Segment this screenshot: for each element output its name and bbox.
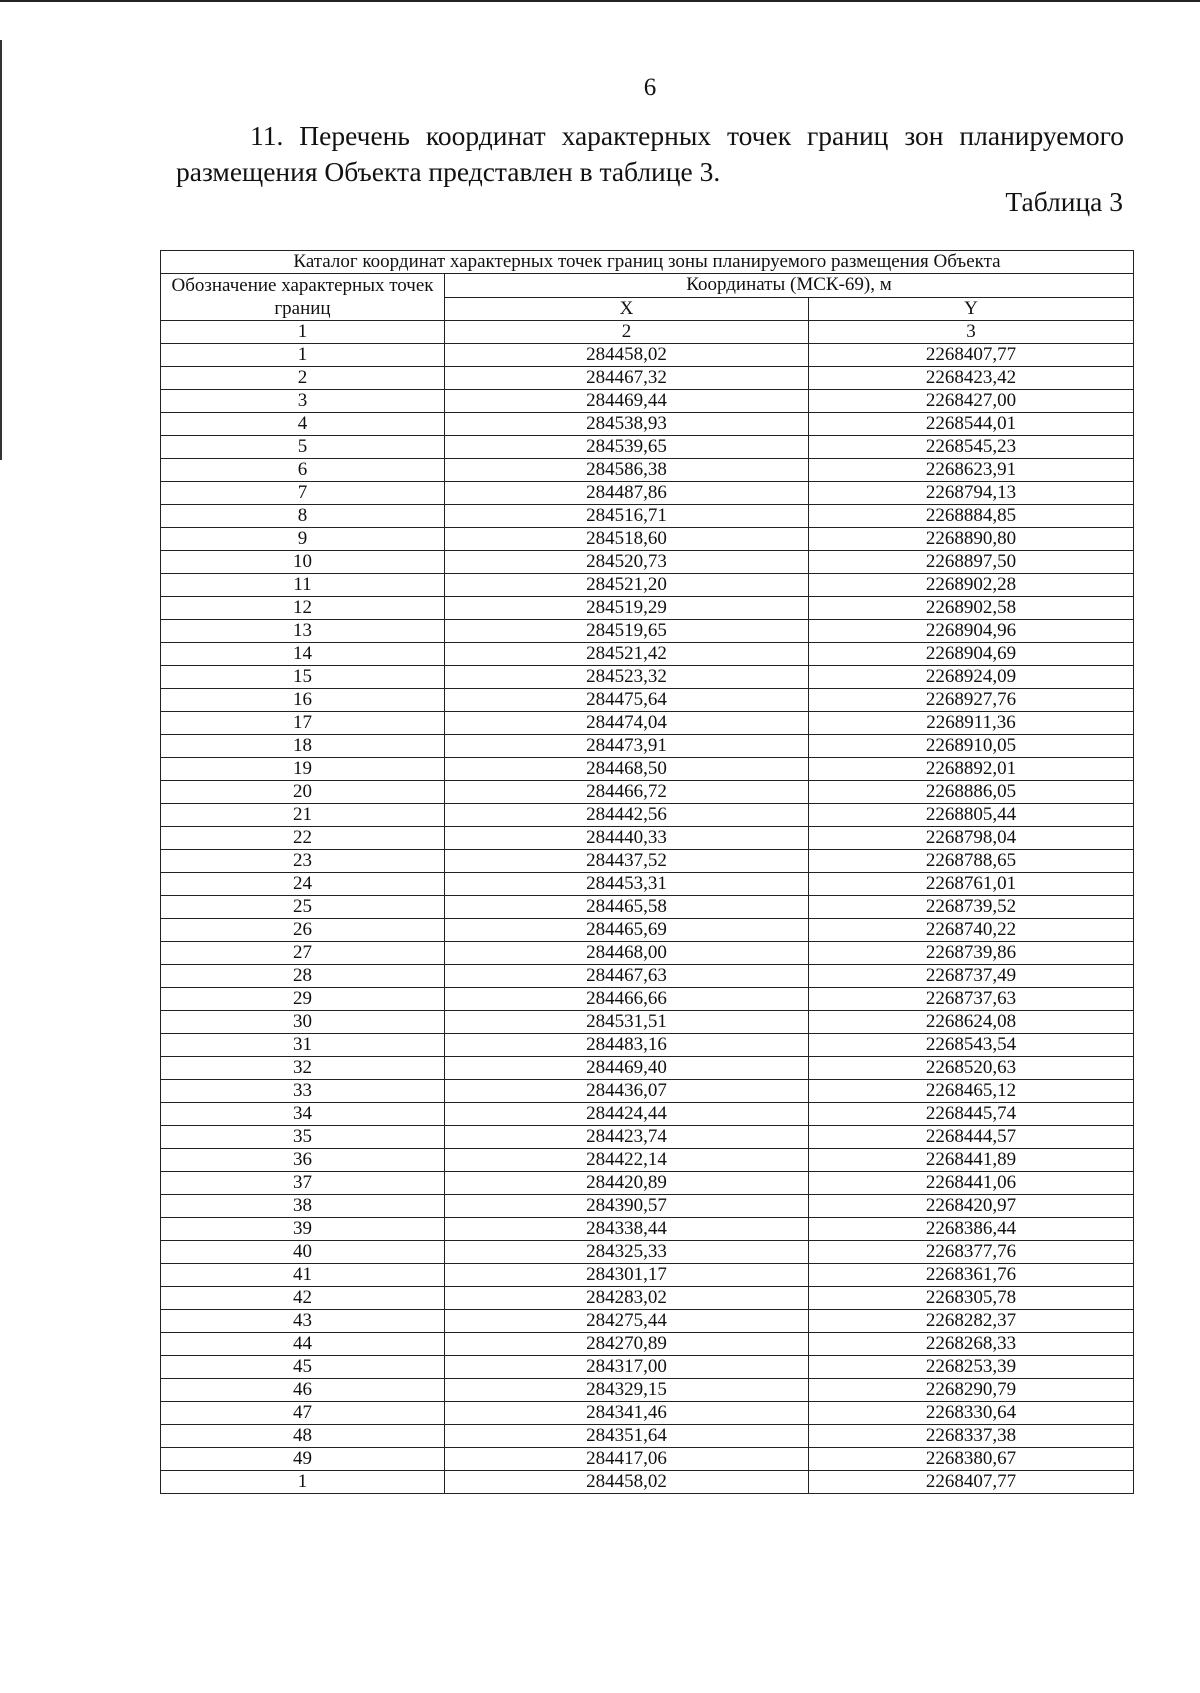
x-coordinate-cell: 284473,91 xyxy=(445,735,809,758)
point-id-cell: 41 xyxy=(161,1264,445,1287)
x-coordinate-cell: 284423,74 xyxy=(445,1126,809,1149)
point-id-cell: 29 xyxy=(161,988,445,1011)
point-id-cell: 19 xyxy=(161,758,445,781)
point-id-cell: 8 xyxy=(161,505,445,528)
y-coordinate-cell: 2268520,63 xyxy=(809,1057,1134,1080)
y-coordinate-cell: 2268904,69 xyxy=(809,643,1134,666)
x-coordinate-cell: 284519,65 xyxy=(445,620,809,643)
x-coordinate-cell: 284465,58 xyxy=(445,896,809,919)
y-coordinate-cell: 2268377,76 xyxy=(809,1241,1134,1264)
table-row xyxy=(161,344,1134,367)
point-id-cell: 39 xyxy=(161,1218,445,1241)
x-coordinate-cell: 284417,06 xyxy=(445,1448,809,1471)
x-coordinate-cell: 284518,60 xyxy=(445,528,809,551)
x-coordinate-cell: 284301,17 xyxy=(445,1264,809,1287)
y-coordinate-cell: 2268788,65 xyxy=(809,850,1134,873)
point-id-cell: 7 xyxy=(161,482,445,505)
y-coordinate-cell: 2268253,39 xyxy=(809,1356,1134,1379)
point-id-cell: 20 xyxy=(161,781,445,804)
table-row xyxy=(161,1448,1134,1471)
y-coordinate-cell: 2268924,09 xyxy=(809,666,1134,689)
point-id-cell: 31 xyxy=(161,1034,445,1057)
x-coordinate-cell: 284338,44 xyxy=(445,1218,809,1241)
point-id-cell: 46 xyxy=(161,1379,445,1402)
coordinates-table-body xyxy=(161,344,1134,1494)
point-id-cell: 48 xyxy=(161,1425,445,1448)
y-coordinate-cell: 2268624,08 xyxy=(809,1011,1134,1034)
table-row xyxy=(161,1126,1134,1149)
point-id-cell: 12 xyxy=(161,597,445,620)
table-header-row xyxy=(161,274,1134,298)
table-row xyxy=(161,1172,1134,1195)
y-coordinate-cell: 2268330,64 xyxy=(809,1402,1134,1425)
y-coordinate-cell: 2268282,37 xyxy=(809,1310,1134,1333)
x-coordinate-cell: 284468,00 xyxy=(445,942,809,965)
x-coordinate-cell: 284468,50 xyxy=(445,758,809,781)
x-coordinate-cell: 284442,56 xyxy=(445,804,809,827)
x-coordinate-cell: 284458,02 xyxy=(445,344,809,367)
x-coordinate-cell: 284317,00 xyxy=(445,1356,809,1379)
table-row xyxy=(161,804,1134,827)
point-designation-header: Обозначение характерных точек границ xyxy=(161,274,445,321)
coordinates-header: Координаты (МСК-69), м xyxy=(445,274,1134,298)
point-id-cell: 27 xyxy=(161,942,445,965)
table-row xyxy=(161,436,1134,459)
x-coordinate-cell: 284329,15 xyxy=(445,1379,809,1402)
y-coordinate-cell: 2268407,77 xyxy=(809,344,1134,367)
table-row xyxy=(161,551,1134,574)
y-coordinate-cell: 2268423,42 xyxy=(809,367,1134,390)
x-coordinate-cell: 284465,69 xyxy=(445,919,809,942)
y-coordinate-cell: 2268761,01 xyxy=(809,873,1134,896)
x-coordinate-cell: 284521,42 xyxy=(445,643,809,666)
x-coordinate-cell: 284341,46 xyxy=(445,1402,809,1425)
y-coordinate-cell: 2268544,01 xyxy=(809,413,1134,436)
table-row xyxy=(161,1011,1134,1034)
x-coordinate-cell: 284469,44 xyxy=(445,390,809,413)
table-row xyxy=(161,896,1134,919)
table-row xyxy=(161,988,1134,1011)
column-number-row xyxy=(161,321,1134,344)
y-coordinate-cell: 2268740,22 xyxy=(809,919,1134,942)
point-id-cell: 37 xyxy=(161,1172,445,1195)
y-coordinate-cell: 2268737,63 xyxy=(809,988,1134,1011)
point-id-cell: 9 xyxy=(161,528,445,551)
page-number: 6 xyxy=(643,74,657,101)
table-row xyxy=(161,1287,1134,1310)
point-id-cell: 35 xyxy=(161,1126,445,1149)
table-row xyxy=(161,873,1134,896)
y-coordinate-cell: 2268441,89 xyxy=(809,1149,1134,1172)
table-row xyxy=(161,666,1134,689)
y-coordinate-cell: 2268890,80 xyxy=(809,528,1134,551)
table-row xyxy=(161,850,1134,873)
table-row xyxy=(161,919,1134,942)
x-coordinate-cell: 284467,32 xyxy=(445,367,809,390)
x-coordinate-cell: 284351,64 xyxy=(445,1425,809,1448)
y-coordinate-cell: 2268794,13 xyxy=(809,482,1134,505)
y-coordinate-cell: 2268892,01 xyxy=(809,758,1134,781)
intro-paragraph xyxy=(176,118,1124,190)
column-number-1: 1 xyxy=(161,321,445,344)
table-row xyxy=(161,1402,1134,1425)
x-coordinate-cell: 284521,20 xyxy=(445,574,809,597)
table-row xyxy=(161,1103,1134,1126)
y-coordinate-cell: 2268361,76 xyxy=(809,1264,1134,1287)
x-header: X xyxy=(445,297,809,321)
point-id-cell: 40 xyxy=(161,1241,445,1264)
table-row xyxy=(161,827,1134,850)
y-coordinate-cell: 2268739,52 xyxy=(809,896,1134,919)
y-coordinate-cell: 2268420,97 xyxy=(809,1195,1134,1218)
table-row xyxy=(161,574,1134,597)
y-coordinate-cell: 2268290,79 xyxy=(809,1379,1134,1402)
point-id-cell: 36 xyxy=(161,1149,445,1172)
table-row xyxy=(161,1310,1134,1333)
point-id-cell: 13 xyxy=(161,620,445,643)
y-coordinate-cell: 2268737,49 xyxy=(809,965,1134,988)
y-coordinate-cell: 2268337,38 xyxy=(809,1425,1134,1448)
table-row xyxy=(161,482,1134,505)
x-coordinate-cell: 284475,64 xyxy=(445,689,809,712)
table-row xyxy=(161,1195,1134,1218)
table-row xyxy=(161,528,1134,551)
y-coordinate-cell: 2268444,57 xyxy=(809,1126,1134,1149)
y-coordinate-cell: 2268927,76 xyxy=(809,689,1134,712)
x-coordinate-cell: 284469,40 xyxy=(445,1057,809,1080)
point-id-cell: 42 xyxy=(161,1287,445,1310)
point-id-cell: 6 xyxy=(161,459,445,482)
y-coordinate-cell: 2268805,44 xyxy=(809,804,1134,827)
y-coordinate-cell: 2268911,36 xyxy=(809,712,1134,735)
table-row xyxy=(161,1218,1134,1241)
x-coordinate-cell: 284487,86 xyxy=(445,482,809,505)
x-coordinate-cell: 284520,73 xyxy=(445,551,809,574)
point-id-cell: 49 xyxy=(161,1448,445,1471)
x-coordinate-cell: 284325,33 xyxy=(445,1241,809,1264)
point-id-cell: 4 xyxy=(161,413,445,436)
x-coordinate-cell: 284420,89 xyxy=(445,1172,809,1195)
y-coordinate-cell: 2268543,54 xyxy=(809,1034,1134,1057)
x-coordinate-cell: 284531,51 xyxy=(445,1011,809,1034)
x-coordinate-cell: 284539,65 xyxy=(445,436,809,459)
table-label: Таблица 3 xyxy=(1005,186,1123,217)
table-row xyxy=(161,965,1134,988)
point-id-cell: 28 xyxy=(161,965,445,988)
point-id-cell: 23 xyxy=(161,850,445,873)
x-coordinate-cell: 284516,71 xyxy=(445,505,809,528)
table-row xyxy=(161,1149,1134,1172)
table-row xyxy=(161,505,1134,528)
table-row xyxy=(161,1034,1134,1057)
point-id-cell: 2 xyxy=(161,367,445,390)
intro-paragraph-line-1: 11. Перечень координат характерных точек границ зон планируемого xyxy=(250,120,1124,151)
page-edge-left xyxy=(0,40,2,460)
point-id-cell: 38 xyxy=(161,1195,445,1218)
x-coordinate-cell: 284422,14 xyxy=(445,1149,809,1172)
point-id-cell: 47 xyxy=(161,1402,445,1425)
table-row xyxy=(161,390,1134,413)
x-coordinate-cell: 284275,44 xyxy=(445,1310,809,1333)
point-id-cell: 44 xyxy=(161,1333,445,1356)
x-coordinate-cell: 284519,29 xyxy=(445,597,809,620)
y-coordinate-cell: 2268380,67 xyxy=(809,1448,1134,1471)
table-row xyxy=(161,712,1134,735)
y-coordinate-cell: 2268904,96 xyxy=(809,620,1134,643)
table-row xyxy=(161,1379,1134,1402)
y-coordinate-cell: 2268386,44 xyxy=(809,1218,1134,1241)
intro-paragraph-line-2: размещения Объекта представлен в таблице 3. xyxy=(176,156,721,187)
x-coordinate-cell: 284467,63 xyxy=(445,965,809,988)
x-coordinate-cell: 284440,33 xyxy=(445,827,809,850)
point-id-cell: 33 xyxy=(161,1080,445,1103)
x-coordinate-cell: 284424,44 xyxy=(445,1103,809,1126)
y-coordinate-cell: 2268407,77 xyxy=(809,1471,1134,1494)
y-coordinate-cell: 2268910,05 xyxy=(809,735,1134,758)
table-row xyxy=(161,689,1134,712)
y-coordinate-cell: 2268902,28 xyxy=(809,574,1134,597)
table-row xyxy=(161,1264,1134,1287)
point-id-cell: 22 xyxy=(161,827,445,850)
x-coordinate-cell: 284390,57 xyxy=(445,1195,809,1218)
point-id-cell: 45 xyxy=(161,1356,445,1379)
point-id-cell: 10 xyxy=(161,551,445,574)
table-row xyxy=(161,758,1134,781)
table-row xyxy=(161,1356,1134,1379)
x-coordinate-cell: 284523,32 xyxy=(445,666,809,689)
table-row xyxy=(161,367,1134,390)
x-coordinate-cell: 284474,04 xyxy=(445,712,809,735)
x-coordinate-cell: 284270,89 xyxy=(445,1333,809,1356)
point-id-cell: 5 xyxy=(161,436,445,459)
y-coordinate-cell: 2268427,00 xyxy=(809,390,1134,413)
x-coordinate-cell: 284586,38 xyxy=(445,459,809,482)
point-id-cell: 16 xyxy=(161,689,445,712)
y-coordinate-cell: 2268739,86 xyxy=(809,942,1134,965)
y-coordinate-cell: 2268441,06 xyxy=(809,1172,1134,1195)
point-id-cell: 18 xyxy=(161,735,445,758)
y-coordinate-cell: 2268798,04 xyxy=(809,827,1134,850)
y-coordinate-cell: 2268886,05 xyxy=(809,781,1134,804)
point-id-cell: 1 xyxy=(161,344,445,367)
table-row xyxy=(161,1425,1134,1448)
x-coordinate-cell: 284283,02 xyxy=(445,1287,809,1310)
point-id-cell: 21 xyxy=(161,804,445,827)
table-row xyxy=(161,413,1134,436)
x-coordinate-cell: 284466,72 xyxy=(445,781,809,804)
page-edge-top xyxy=(0,0,1200,2)
y-coordinate-cell: 2268884,85 xyxy=(809,505,1134,528)
x-coordinate-cell: 284483,16 xyxy=(445,1034,809,1057)
table-row xyxy=(161,1057,1134,1080)
x-coordinate-cell: 284458,02 xyxy=(445,1471,809,1494)
x-coordinate-cell: 284437,52 xyxy=(445,850,809,873)
y-coordinate-cell: 2268445,74 xyxy=(809,1103,1134,1126)
x-coordinate-cell: 284453,31 xyxy=(445,873,809,896)
point-id-cell: 11 xyxy=(161,574,445,597)
point-id-cell: 1 xyxy=(161,1471,445,1494)
y-header: Y xyxy=(809,297,1134,321)
y-coordinate-cell: 2268897,50 xyxy=(809,551,1134,574)
y-coordinate-cell: 2268623,91 xyxy=(809,459,1134,482)
x-coordinate-cell: 284538,93 xyxy=(445,413,809,436)
table-row xyxy=(161,620,1134,643)
point-id-cell: 32 xyxy=(161,1057,445,1080)
table-row xyxy=(161,1333,1134,1356)
y-coordinate-cell: 2268305,78 xyxy=(809,1287,1134,1310)
x-coordinate-cell: 284466,66 xyxy=(445,988,809,1011)
point-id-cell: 17 xyxy=(161,712,445,735)
point-id-cell: 24 xyxy=(161,873,445,896)
x-coordinate-cell: 284436,07 xyxy=(445,1080,809,1103)
table-row xyxy=(161,1080,1134,1103)
point-id-cell: 26 xyxy=(161,919,445,942)
point-id-cell: 14 xyxy=(161,643,445,666)
point-id-cell: 34 xyxy=(161,1103,445,1126)
point-id-cell: 25 xyxy=(161,896,445,919)
table-row xyxy=(161,781,1134,804)
y-coordinate-cell: 2268465,12 xyxy=(809,1080,1134,1103)
table-row xyxy=(161,735,1134,758)
table-row xyxy=(161,1471,1134,1494)
table-row xyxy=(161,459,1134,482)
column-number-3: 3 xyxy=(809,321,1134,344)
y-coordinate-cell: 2268268,33 xyxy=(809,1333,1134,1356)
y-coordinate-cell: 2268902,58 xyxy=(809,597,1134,620)
table-caption: Каталог координат характерных точек границ зоны планируемого размещения Объекта xyxy=(161,251,1134,274)
point-id-cell: 43 xyxy=(161,1310,445,1333)
point-id-cell: 30 xyxy=(161,1011,445,1034)
y-coordinate-cell: 2268545,23 xyxy=(809,436,1134,459)
column-number-2: 2 xyxy=(445,321,809,344)
table-row xyxy=(161,597,1134,620)
table-row xyxy=(161,643,1134,666)
coordinates-table xyxy=(160,250,1134,1494)
table-row xyxy=(161,1241,1134,1264)
table-caption-row xyxy=(161,251,1134,274)
table-row xyxy=(161,942,1134,965)
point-id-cell: 15 xyxy=(161,666,445,689)
point-id-cell: 3 xyxy=(161,390,445,413)
